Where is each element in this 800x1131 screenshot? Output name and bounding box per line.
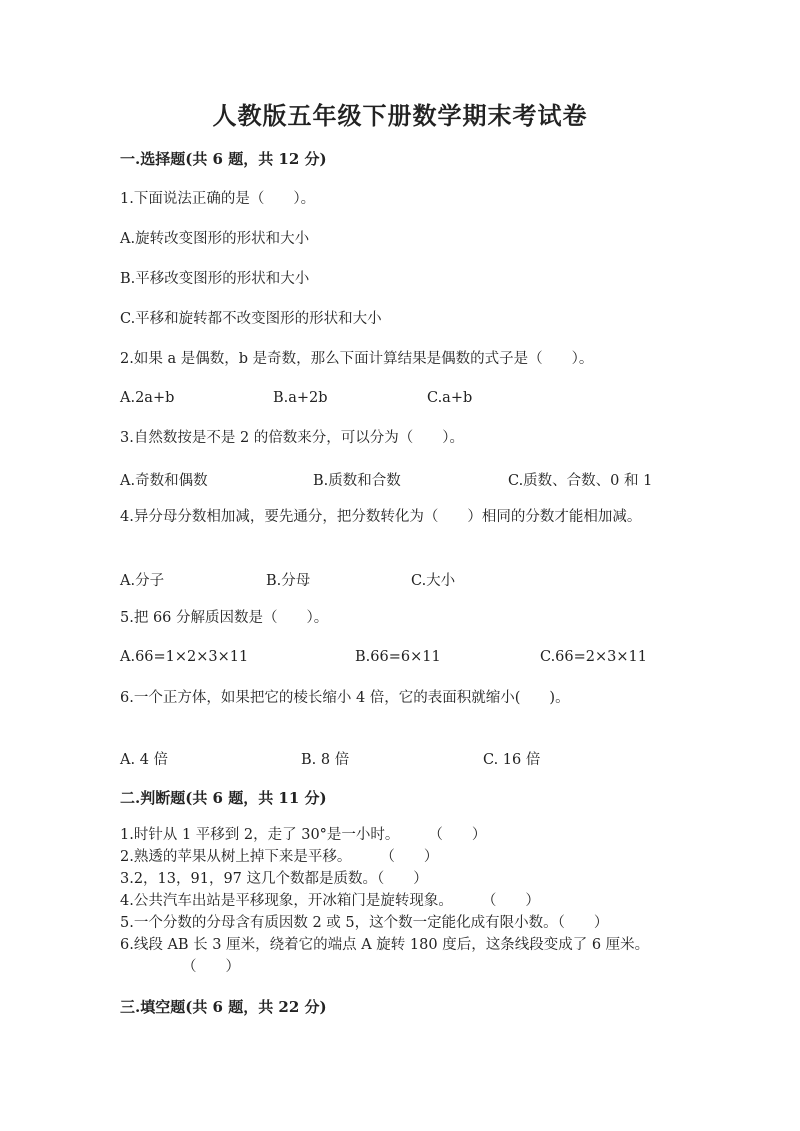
question-6-option-c: C. 16 倍 <box>483 752 541 768</box>
question-6-option-b: B. 8 倍 <box>301 752 350 768</box>
question-2-option-c: C.a+b <box>427 390 473 406</box>
question-2-option-b: B.a+2b <box>273 390 328 406</box>
tf-item-5: 5.一个分数的分母含有质因数 2 或 5，这个数一定能化成有限小数。（ ） <box>120 915 609 931</box>
question-3-option-c: C.质数、合数、0 和 1 <box>508 473 653 489</box>
question-3-stem: 3.自然数按是不是 2 的倍数来分，可以分为（ ）。 <box>120 430 465 446</box>
tf-item-4: 4.公共汽车出站是平移现象，开冰箱门是旋转现象。 （ ） <box>120 893 540 909</box>
question-6-option-a: A. 4 倍 <box>120 752 169 768</box>
question-4-option-c: C.大小 <box>411 573 456 589</box>
question-1-option-c: C.平移和旋转都不改变图形的形状和大小 <box>120 311 382 327</box>
question-2-stem: 2.如果 a 是偶数，b 是奇数，那么下面计算结果是偶数的式子是（ ）。 <box>120 351 594 367</box>
question-5-option-b: B.66=6×11 <box>355 649 441 665</box>
question-4-option-b: B.分母 <box>266 573 311 589</box>
tf-item-1: 1.时针从 1 平移到 2，走了 30°是一小时。 （ ） <box>120 827 487 843</box>
question-4-option-a: A.分子 <box>120 573 165 589</box>
question-3-option-a: A.奇数和偶数 <box>120 473 208 489</box>
question-5-option-c: C.66=2×3×11 <box>540 649 647 665</box>
tf-item-3: 3.2，13，91，97 这几个数都是质数。（ ） <box>120 871 428 887</box>
question-1-option-a: A.旋转改变图形的形状和大小 <box>120 231 310 247</box>
section-heading-fill-blank: 三.填空题(共 6 题，共 22 分) <box>120 998 327 1016</box>
question-3-option-b: B.质数和合数 <box>313 473 401 489</box>
tf-item-2: 2.熟透的苹果从树上掉下来是平移。 （ ） <box>120 849 439 865</box>
question-5-stem: 5.把 66 分解质因数是（ ）。 <box>120 610 329 626</box>
question-4-stem: 4.异分母分数相加减，要先通分，把分数转化为（ ）相同的分数才能相加减。 <box>120 509 642 525</box>
question-5-option-a: A.66=1×2×3×11 <box>120 649 249 665</box>
question-6-stem: 6.一个正方体，如果把它的棱长缩小 4 倍，它的表面积就缩小( )。 <box>120 690 570 706</box>
question-1-stem: 1.下面说法正确的是（ ）。 <box>120 191 316 207</box>
tf-item-6-blank: （ ） <box>182 959 240 975</box>
section-heading-choice: 一.选择题(共 6 题，共 12 分) <box>120 150 327 168</box>
tf-item-6: 6.线段 AB 长 3 厘米，绕着它的端点 A 旋转 180 度后，这条线段变成了 6 厘米。 <box>120 937 650 953</box>
question-1-option-b: B.平移改变图形的形状和大小 <box>120 271 310 287</box>
section-heading-true-false: 二.判断题(共 6 题，共 11 分) <box>120 789 327 807</box>
page-title: 人教版五年级下册数学期末考试卷 <box>212 101 588 130</box>
question-2-option-a: A.2a+b <box>120 390 175 406</box>
